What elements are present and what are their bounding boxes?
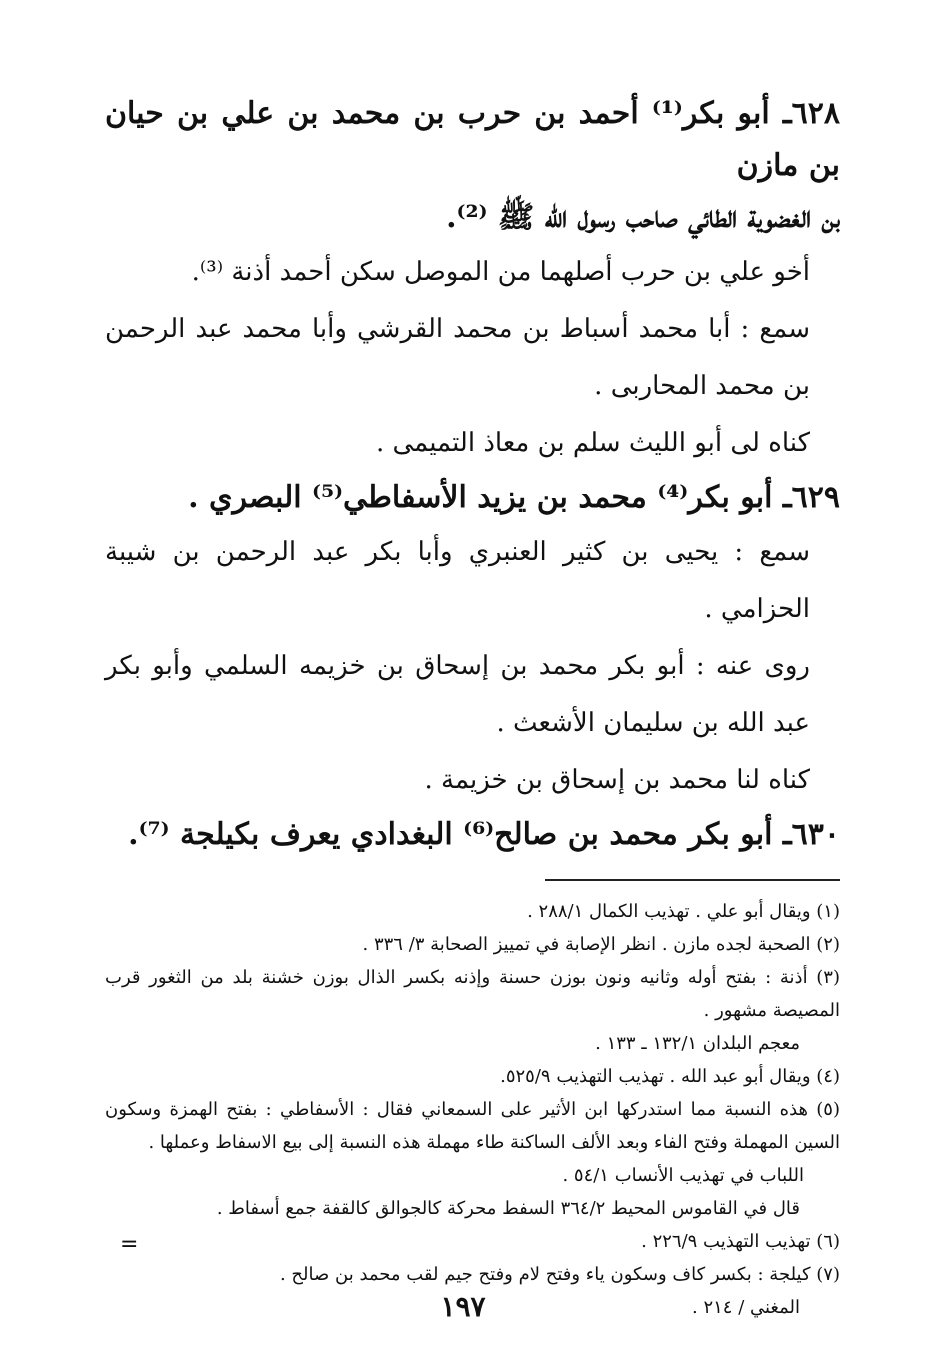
entry-628-heading-line1: ٦٢٨ـ أبو بكر⁽¹⁾ أحمد بن حرب بن محمد بن علي بن حيان بن مازن [105, 96, 841, 183]
page-body [105, 88, 840, 1324]
footnote-1: (١) ويقال أبو علي . تهذيب الكمال ٢٨٨/١ . [527, 901, 840, 922]
entry-628-paragraph-3: كناه لى أبو الليث سلم بن معاذ التميمى . [375, 428, 810, 458]
footnote-7-source: المغني / ٢١٤ . [692, 1297, 800, 1318]
footnote-5-source: اللباب في تهذيب الأنساب ٥٤/١ . [562, 1165, 804, 1186]
footnote-5-extra: قال في القاموس المحيط ٣٦٤/٢ السفط محركة كالجوالق كالقفة جمع أسفاط . [216, 1198, 800, 1219]
footnote-4: (٤) ويقال أبو عبد الله . تهذيب التهذيب ٥٢٥/٩. [500, 1066, 840, 1087]
entry-629-paragraph-2: روى عنه : أبو بكر محمد بن إسحاق بن خزيمه السلمي وأبو بكر عبد الله بن سليمان الأشعث . [105, 651, 810, 738]
entry-629-paragraph-1: سمع : يحيى بن كثير العنبري وأبا بكر عبد الرحمن بن شيبة الحزامي . [105, 537, 810, 624]
entry-628-paragraph-1: أخو علي بن حرب أصلهما من الموصل سكن أحمد أذنة ⁽³⁾. [191, 257, 810, 287]
footnote-2: (٢) الصحبة لجده مازن . انظر الإصابة في تمييز الصحابة ٣/ ٣٣٦ . [362, 934, 840, 955]
entry-628-heading-line2: بن الغضوية الطائي صاحب رسول الله ﷺ ⁽²⁾. [446, 200, 840, 235]
footnote-3-source: معجم البلدان ١٣٢/١ ـ ١٣٣ . [595, 1033, 800, 1054]
footnote-divider [545, 879, 840, 881]
footnote-6: (٦) تهذيب التهذيب ٢٢٦/٩ . [641, 1231, 840, 1252]
footnote-3: (٣) أذنة : بفتح أوله وثانيه ونون بوزن حسنة وإذنه بكسر الذال بوزن خشنة بلد من الثغور قرب المصيصة مشهور . [105, 967, 840, 1021]
footnote-5: (٥) هذه النسبة مما استدركها ابن الأثير على السمعاني فقال : الأسفاطي : بفتح الهمزة وسكون السين المهملة وفتح الفاء وبعد الألف الساكنة طاء مهملة هذه النسبة إلى بيع الاسفاط وعملها . [105, 1099, 840, 1153]
footnote-7: (٧) كيلجة : بكسر كاف وسكون ياء وفتح لام وفتح جيم لقب محمد بن صالح . [279, 1264, 840, 1285]
entry-630-heading: ٦٣٠ـ أبو بكر محمد بن صالح⁽⁶⁾ البغدادي يعرف بكيلجة ⁽⁷⁾. [128, 817, 840, 852]
entry-629-paragraph-3: كناه لنا محمد بن إسحاق بن خزيمة . [424, 765, 810, 795]
entry-628-paragraph-2: سمع : أبا محمد أسباط بن محمد القرشي وأبا محمد عبد الرحمن بن محمد المحاربى . [105, 314, 810, 401]
entry-629-heading: ٦٢٩ـ أبو بكر⁽⁴⁾ محمد بن يزيد الأسفاطي⁽⁵⁾ البصري . [188, 480, 840, 515]
continuation-mark: = [120, 1232, 139, 1257]
page-number: ١٩٧ [440, 1290, 486, 1323]
